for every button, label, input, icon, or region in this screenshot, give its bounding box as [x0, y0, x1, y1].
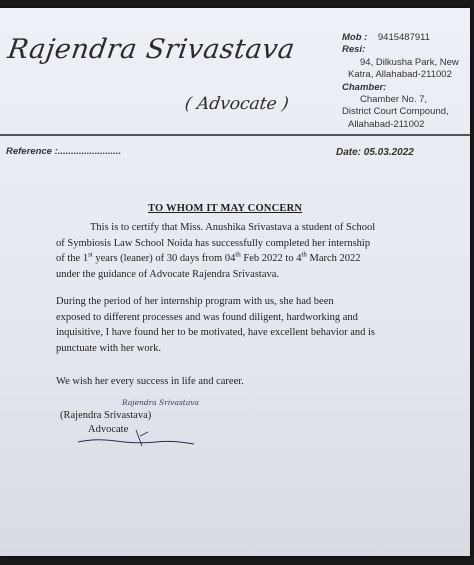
- letterhead-name: Rajendra Srivastava: [5, 34, 297, 65]
- chamber-line-2: District Court Compound,: [342, 106, 449, 118]
- p1-line-1: This is to certify that Miss. Anushika Srivastava a student of School: [90, 222, 376, 233]
- letter-page: [0, 8, 470, 556]
- paragraph-3: [56, 374, 456, 390]
- mobile-row: [342, 32, 466, 44]
- mob-value: 9415487911: [377, 32, 431, 43]
- resi-line-2: Katra, Allahabad-211002: [348, 69, 452, 81]
- chamber-label: Chamber:: [342, 81, 387, 93]
- p1-line-2: of Symbiosis Law School Noida has successfully completed her internship: [56, 237, 371, 249]
- signatory-name: (Rajendra Srivastava): [60, 410, 152, 421]
- p2-line-2: exposed to different processes and was found diligent, hardworking and: [56, 311, 358, 323]
- chamber-line-3: Allahabad-211002: [348, 118, 425, 130]
- p2-line-3: inquisitive, I have found her to be motivated, have excellent behavior and is: [56, 327, 375, 339]
- reference-line: Reference :........................: [6, 146, 122, 157]
- resi-line-1: 94, Dilkusha Park, New: [360, 56, 459, 68]
- paragraph-2: [56, 294, 441, 356]
- chamber-line-1: Chamber No. 7,: [360, 94, 428, 106]
- signature-stroke-icon: [76, 426, 196, 450]
- letterhead-contact: [342, 32, 466, 131]
- paragraph-1: [56, 220, 451, 282]
- signatory-role: Advocate: [88, 424, 129, 435]
- p3-line: We wish her every success in life and career.: [56, 376, 244, 387]
- p2-line-1: During the period of her internship program with us, she had been: [56, 296, 334, 307]
- letter-heading: TO WHOM IT MAY CONCERN: [148, 203, 303, 214]
- letterhead-role: ( Advocate ): [183, 94, 291, 114]
- p1-line-3: of the 1st years (leaner) of 30 days from 04th Feb 2022 to 4th March 2022: [56, 250, 361, 265]
- resi-label: Resi:: [342, 44, 366, 56]
- header-divider: [0, 134, 470, 136]
- p1-line-4: under the guidance of Advocate Rajendra Srivastava.: [56, 268, 280, 280]
- signature-scrawl: Rajendra Srivastava: [122, 398, 199, 407]
- mob-label: Mob :: [342, 32, 368, 43]
- letter-date: Date: 05.03.2022: [336, 147, 414, 158]
- p2-line-4: punctuate with her work.: [56, 342, 161, 354]
